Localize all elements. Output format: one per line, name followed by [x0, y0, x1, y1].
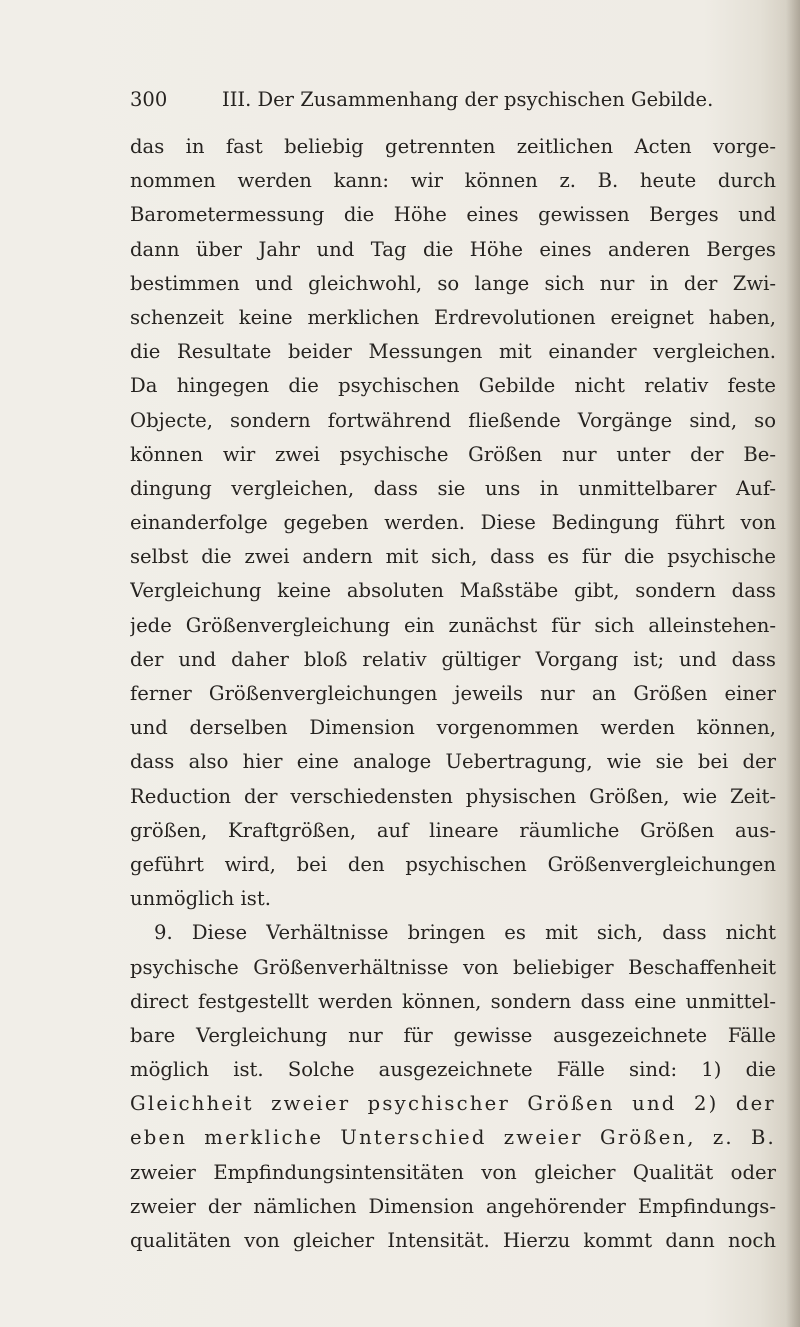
text-line: geführt wird, bei den psychischen Größenvergleichungen: [130, 852, 776, 876]
text-line: Vergleichung keine absoluten Maßstäbe gibt, sondern dass: [130, 579, 776, 603]
text-line: das in fast beliebig getrennten zeitlichen Acten vorge-: [130, 135, 776, 158]
running-head: [130, 80, 770, 120]
text-line: die Resultate beider Messungen mit einander vergleichen.: [130, 340, 776, 364]
text-line: Da hingegen die psychischen Gebilde nicht relativ feste: [130, 374, 776, 398]
body-text: [130, 130, 776, 1258]
text-line: 9. Diese Verhältnisse bringen es mit sich, dass nicht: [154, 921, 776, 945]
text-line: größen, Kraftgrößen, auf lineare räumliche Größen aus-: [130, 818, 776, 842]
text-line: dingung vergleichen, dass sie uns in unmittelbarer Auf-: [130, 476, 776, 500]
text-line: und derselben Dimension vorgenommen werden können,: [130, 716, 776, 740]
text-line: bestimmen und gleichwohl, so lange sich nur in der Zwi-: [130, 271, 776, 295]
text-line: nommen werden kann: wir können z. B. heute durch: [130, 169, 776, 193]
text-line: bare Vergleichung nur für gewisse ausgezeichnete Fälle: [130, 1023, 776, 1047]
text-line: zweier Empfindungsintensitäten von gleicher Qualität oder: [130, 1160, 776, 1184]
text-line: unmöglich ist.: [130, 887, 271, 911]
text-line: ferner Größenvergleichungen jeweils nur an Größen einer: [130, 682, 776, 705]
text-line: selbst die zwei andern mit sich, dass es für die psychische: [130, 545, 776, 569]
text-line: zweier der nämlichen Dimension angehörender Empfindungs-: [130, 1194, 776, 1218]
text-line: psychische Größenverhältnisse von beliebiger Beschaffenheit: [130, 955, 776, 979]
text-line: eben merkliche Unterschied zweier Größen, z. B.: [130, 1126, 776, 1150]
text-line: einanderfolge gegeben werden. Diese Bedingung führt von: [130, 511, 776, 535]
page-edge-shadow: [786, 0, 800, 1327]
text-line: können wir zwei psychische Größen nur unter der Be-: [130, 442, 776, 466]
text-line: Objecte, sondern fortwährend fließende Vorgänge sind, so: [130, 408, 776, 432]
text-line: Barometermessung die Höhe eines gewissen Berges und: [130, 203, 776, 227]
page-number: 300: [130, 88, 168, 111]
text-line: schenzeit keine merklichen Erdrevolutionen ereignet haben,: [130, 305, 776, 329]
text-line: möglich ist. Solche ausgezeichnete Fälle sind: 1) die: [130, 1058, 776, 1082]
text-line: jede Größenvergleichung ein zunächst für sich alleinstehen-: [130, 613, 776, 637]
text-line: Reduction der verschiedensten physischen Größen, wie Zeit-: [130, 784, 776, 808]
text-line: direct festgestellt werden können, sondern dass eine unmittel-: [130, 989, 776, 1013]
chapter-title: III. Der Zusammenhang der psychischen Gebilde.: [222, 88, 714, 111]
text-line: qualitäten von gleicher Intensität. Hierzu kommt dann noch: [130, 1229, 776, 1252]
text-line: dann über Jahr und Tag die Höhe eines anderen Berges: [130, 237, 776, 261]
text-line: der und daher bloß relativ gültiger Vorgang ist; und dass: [130, 647, 776, 671]
text-line: Gleichheit zweier psychischer Größen und 2) der: [130, 1092, 776, 1116]
text-line: dass also hier eine analoge Uebertragung, wie sie bei der: [130, 750, 776, 774]
